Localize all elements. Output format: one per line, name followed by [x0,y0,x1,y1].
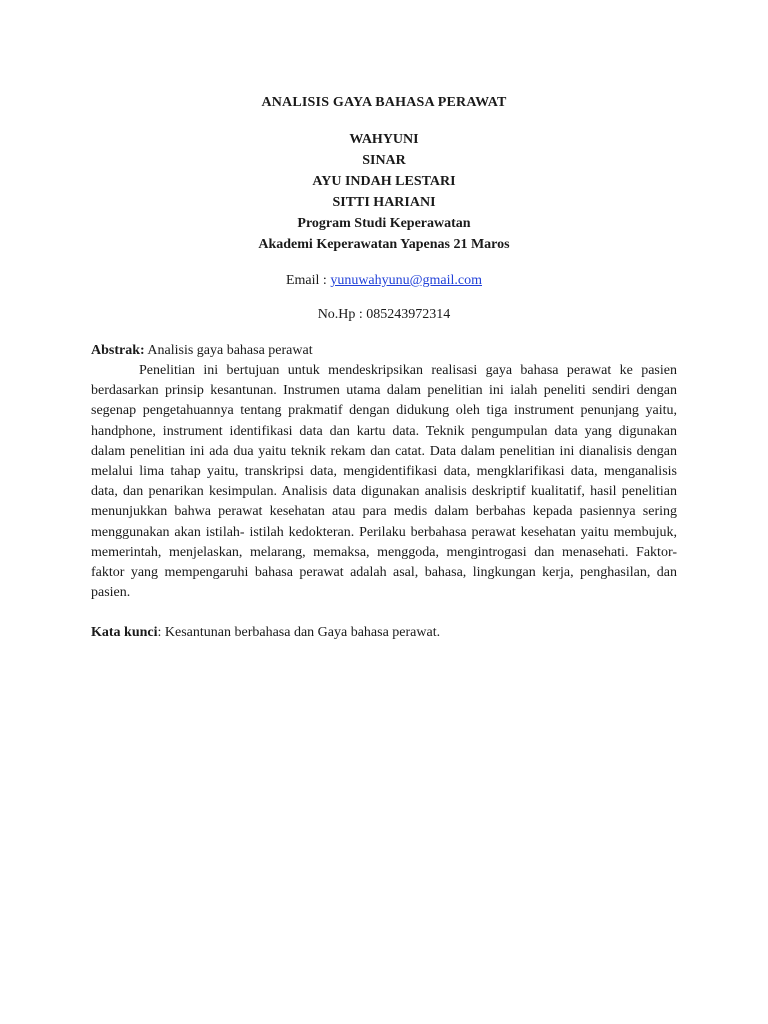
keywords-label: Kata kunci [91,625,158,641]
author-name: WAHYUNI [349,132,419,147]
keywords-text: : Kesantunan berbahasa dan Gaya bahasa perawat. [157,625,441,641]
author-name: SINAR [362,153,406,168]
email-line [91,271,677,291]
author-name: AYU INDAH LESTARI [312,174,456,189]
author-block [91,129,677,255]
institution-name: Akademi Keperawatan Yapenas 21 Maros [258,237,510,252]
paper-title: ANALISIS GAYA BAHASA PERAWAT [261,95,507,110]
program-name: Program Studi Keperawatan [297,216,471,231]
author-name: SITTI HARIANI [332,195,436,210]
keywords-line [91,623,677,643]
abstract-label: Abstrak: [91,343,145,358]
document-page [91,93,677,643]
email-label: Email : [285,273,331,288]
abstract-heading [91,341,677,361]
abstract-subtitle: Analisis gaya bahasa perawat [144,343,313,358]
email-link[interactable]: yunuwahyunu@gmail.com [330,273,483,288]
phone-line: No.Hp : 085243972314 [317,307,451,322]
abstract-body: Penelitian ini bertujuan untuk mendeskripsikan realisasi gaya bahasa perawat ke pasien berdasarkan prinsip kesantunan. Instrumen utama dalam penelitian ini ialah peneliti sendiri dengan segenap pengetahuannya tentang prakmatif dengan didukung oleh tiga instrument penunjang yaitu, handphone, instrument identifikasi data dan kartu data. Teknik pengumpulan data yang digunakan dalam penelitian ini ada dua yaitu teknik rekam dan catat. Data dalam penelitian ini dianalisis dengan melalui lima tahap yaitu, transkripsi data, mengidentifikasi data, mengklarifikasi data, menganalisis data, dan penarikan kesimpulan. Analisis data digunakan analisis deskriptif kualitatif, hasil penelitian menunjukkan bahwa perawat kesehatan atau para medis dalam berbahas kepada pasiennya sering menggunakan akan istilah- istilah kedokteran. Perilaku berbahasa perawat kesehatan yaitu membujuk, memerintah, menjelaskan, melarang, memaksa, menggoda, mengintrogasi dan menasehati. Faktor- faktor yang mempengaruhi bahasa perawat adalah asal, bahasa, lingkungan kerja, penghasilan, dan pasien. [91,363,677,601]
